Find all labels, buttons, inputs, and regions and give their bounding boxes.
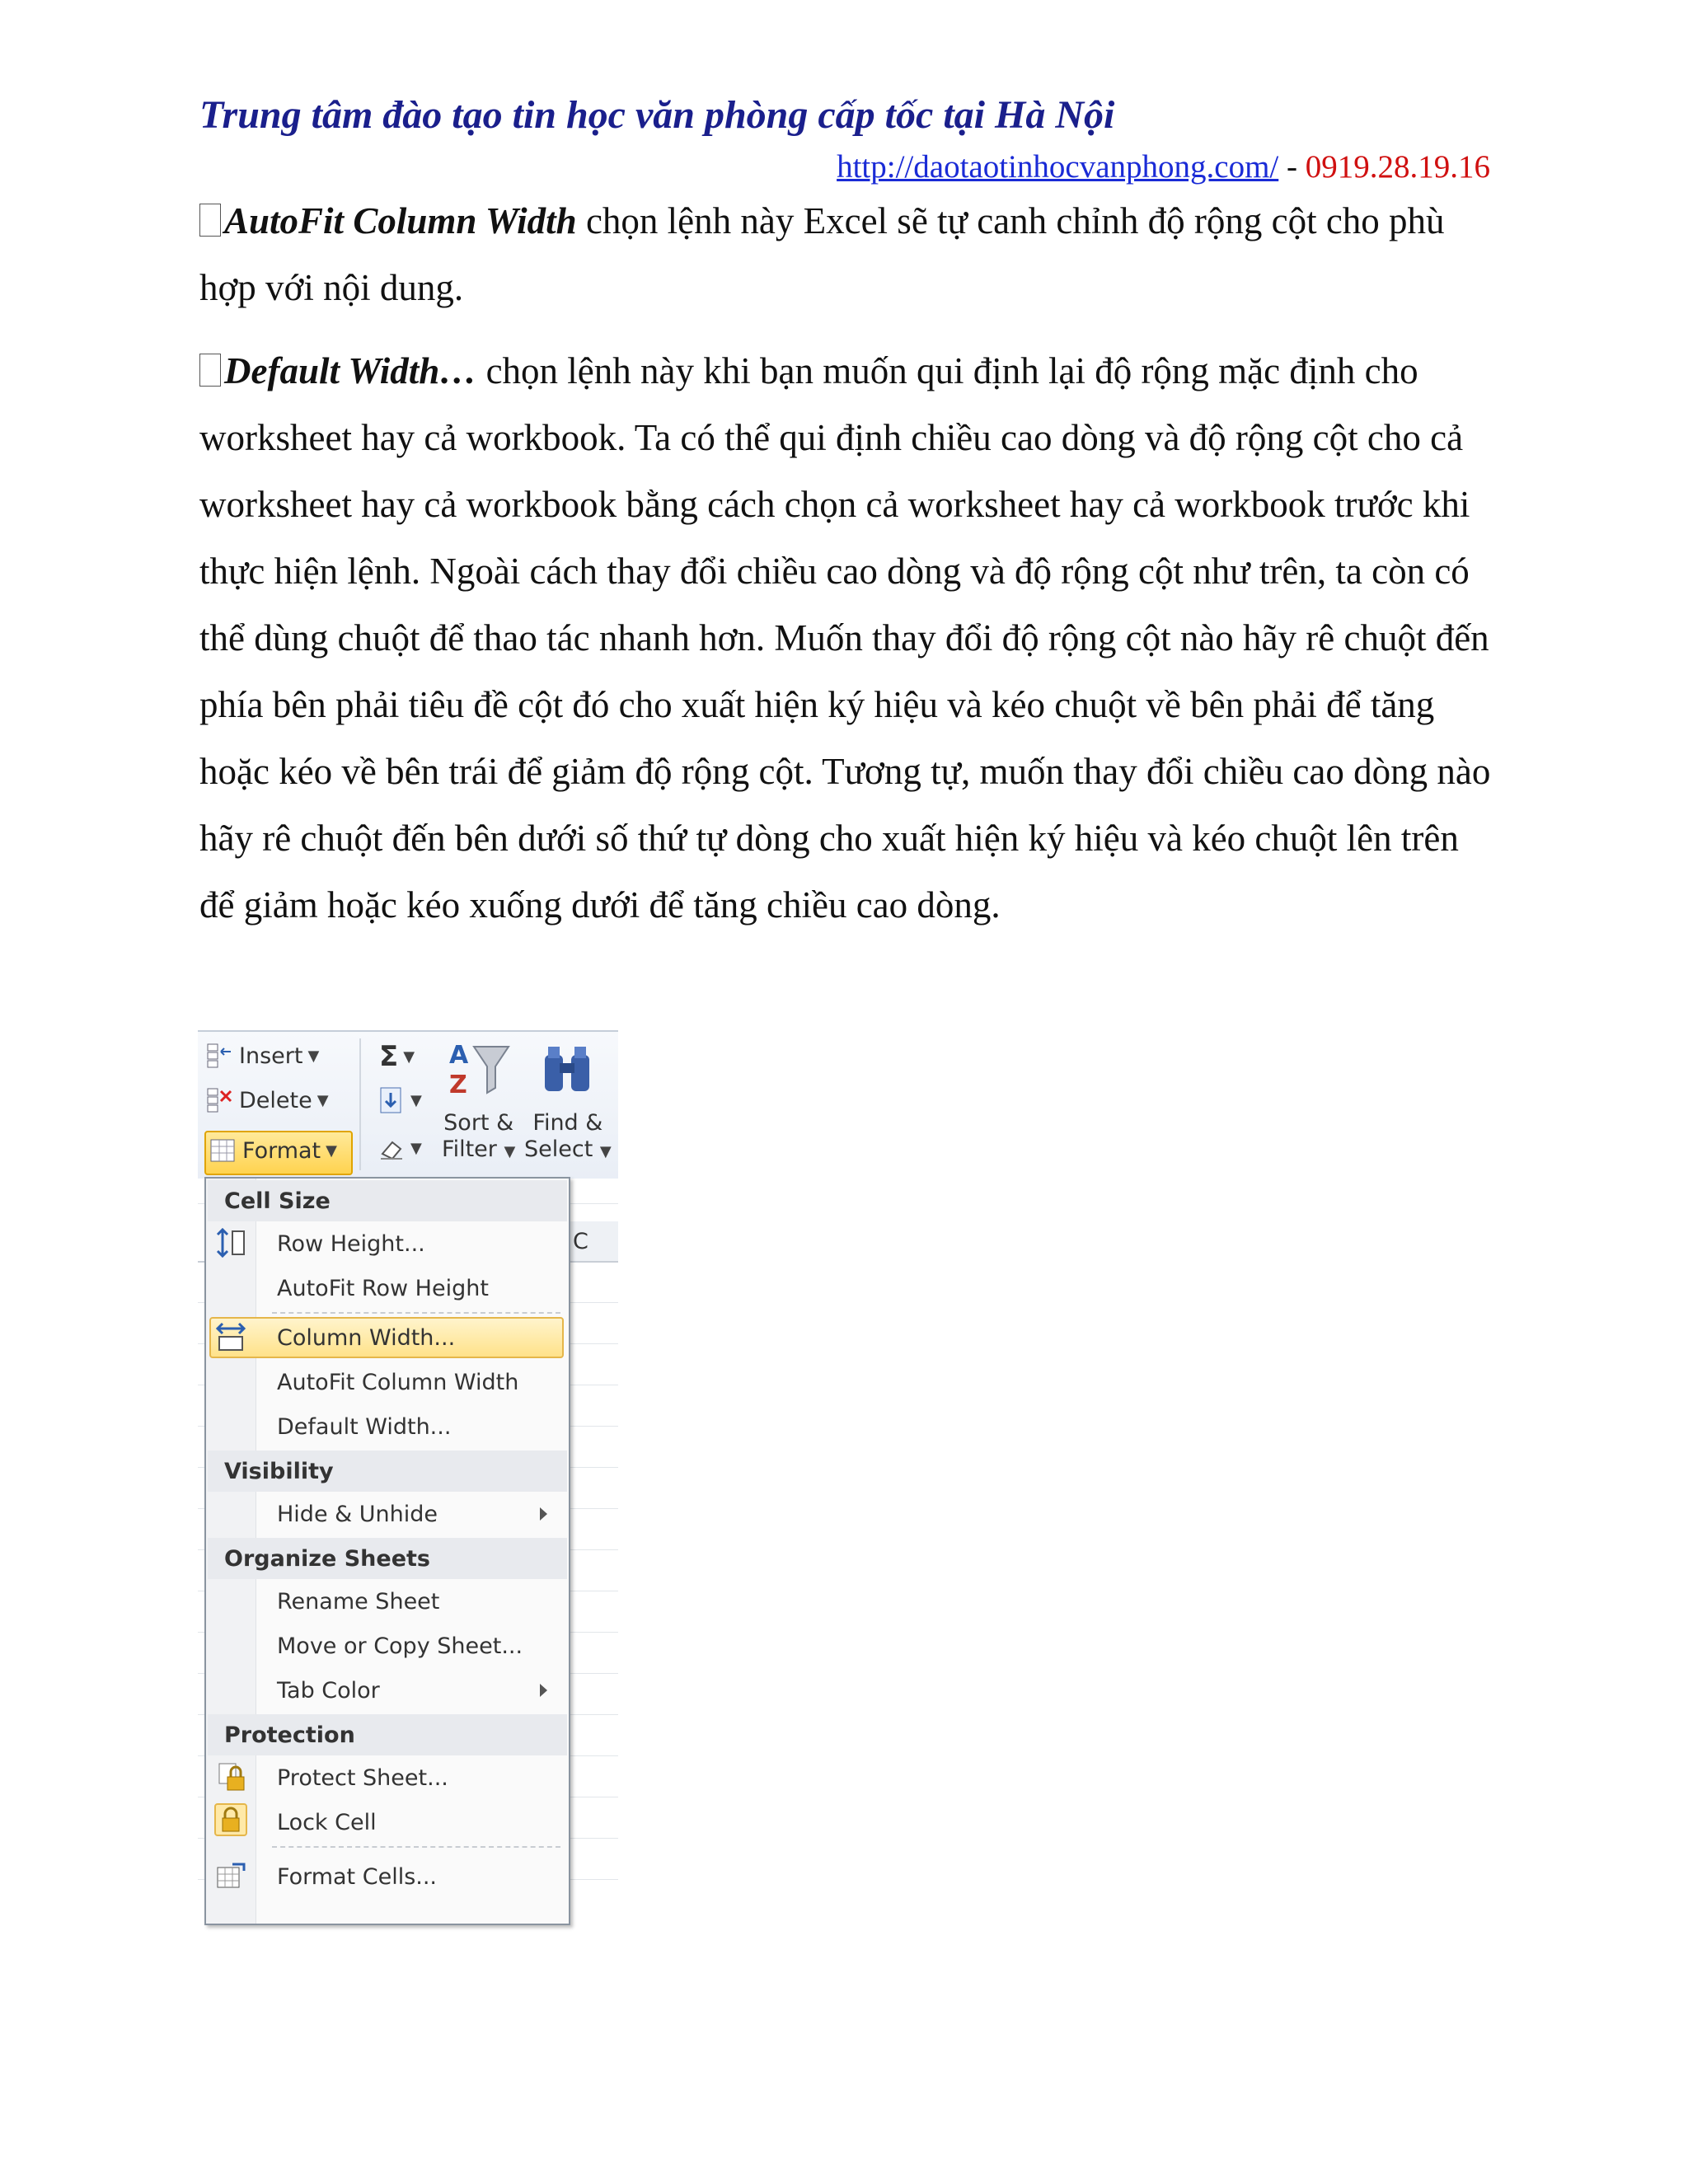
menu-default-width[interactable]: Default Width... <box>277 1413 452 1440</box>
delete-label: Delete <box>239 1087 312 1113</box>
format-label: Format <box>242 1137 321 1164</box>
sort-filter-button[interactable] <box>442 1038 515 1165</box>
paragraph-text: chọn lệnh này khi bạn muốn qui định lại độ rộng mặc định cho worksheet hay cả workbook. Ta có thể qui định chiều cao dòng và độ rộng cột cho cả worksheet hay cả workbook bằng cách chọn cả worksheet hay cả workbook trước khi thực hiện lệnh. Ngoài cách thay đổi chiều cao dòng và độ rộng cột như trên, ta còn có thể dùng chuột để thao tác nhanh hơn. Muốn thay đổi độ rộng cột nào hãy rê chuột đến phía bên phải tiêu đề cột đó cho xuất hiện ký hiệu và kéo chuột về bên phải để tăng hoặc kéo về bên trái để giảm độ rộng cột. Tương tự, muốn thay đổi chiều cao dòng nào hãy rê chuột đến bên dưới số thứ tự dòng cho xuất hiện ký hiệu và kéo chuột lên trên để giảm hoặc kéo xuống dưới để tăng chiều cao dòng. <box>199 350 1491 926</box>
autosum-button[interactable] <box>379 1040 415 1073</box>
paragraph-autofit <box>199 188 1493 321</box>
clear-button[interactable] <box>377 1134 422 1162</box>
section-organize-sheets: Organize Sheets <box>208 1538 567 1579</box>
format-dropdown-menu <box>204 1177 570 1925</box>
section-visibility: Visibility <box>208 1451 567 1492</box>
format-icon <box>209 1137 237 1165</box>
chevron-down-icon: ▼ <box>316 1091 329 1109</box>
chevron-right-icon <box>540 1684 547 1697</box>
lock-icon <box>214 1803 247 1836</box>
menu-autofit-column-width[interactable]: AutoFit Column Width <box>277 1369 519 1395</box>
menu-separator <box>272 1846 560 1848</box>
chevron-right-icon <box>540 1507 547 1521</box>
insert-button[interactable] <box>206 1042 319 1070</box>
page-title: Trung tâm đào tạo tin học văn phòng cấp tốc tại Hà Nội <box>199 93 1115 137</box>
menu-lock-cell[interactable]: Lock Cell <box>277 1809 377 1835</box>
sort-filter-icon <box>446 1038 512 1110</box>
find-select-button[interactable] <box>524 1038 612 1165</box>
section-cell-size: Cell Size <box>208 1180 567 1221</box>
menu-row-height[interactable]: Row Height... <box>277 1230 425 1257</box>
insert-icon <box>206 1042 234 1070</box>
bullet-icon <box>199 204 221 237</box>
chevron-down-icon: ▼ <box>504 1143 516 1160</box>
svg-text:A: A <box>448 1041 468 1070</box>
menu-separator <box>272 1312 560 1314</box>
menu-autofit-row-height[interactable]: AutoFit Row Height <box>277 1275 489 1301</box>
select-label-wrap <box>524 1137 612 1165</box>
excel-screenshot <box>198 1030 618 1924</box>
header-contact <box>837 148 1490 185</box>
chevron-down-icon: ▼ <box>599 1143 612 1160</box>
filter-label: Filter <box>442 1137 497 1162</box>
fill-down-icon <box>377 1086 406 1114</box>
menu-hide-unhide[interactable]: Hide & Unhide <box>277 1501 438 1527</box>
protect-sheet-icon <box>214 1760 247 1793</box>
find-label: Find & <box>532 1110 603 1136</box>
filter-label-wrap <box>442 1137 515 1165</box>
ribbon-cells-editing <box>198 1030 618 1180</box>
website-link[interactable]: http://daotaotinhocvanphong.com/ <box>837 149 1279 185</box>
format-button-content[interactable] <box>209 1137 337 1165</box>
phone-number: 0919.28.19.16 <box>1305 149 1490 185</box>
delete-button[interactable] <box>206 1086 329 1114</box>
menu-rename-sheet[interactable]: Rename Sheet <box>277 1588 440 1615</box>
menu-protect-sheet[interactable]: Protect Sheet... <box>277 1765 448 1791</box>
menu-format-cells[interactable]: Format Cells... <box>277 1863 438 1890</box>
menu-tab-color[interactable]: Tab Color <box>277 1677 380 1704</box>
sort-label: Sort & <box>443 1110 514 1136</box>
chevron-down-icon: ▼ <box>410 1139 422 1157</box>
column-letter: C <box>573 1228 588 1254</box>
chevron-down-icon: ▼ <box>307 1047 320 1065</box>
row-height-icon <box>214 1226 247 1259</box>
delete-icon <box>206 1086 234 1114</box>
insert-label: Insert <box>239 1043 303 1069</box>
chevron-down-icon: ▼ <box>410 1091 422 1109</box>
section-protection: Protection <box>208 1714 567 1755</box>
fill-button[interactable] <box>377 1086 422 1114</box>
group-separator <box>359 1038 361 1170</box>
column-width-icon <box>214 1320 247 1353</box>
sigma-icon: Σ <box>379 1040 399 1073</box>
paragraph-text: chọn lệnh này Excel sẽ tự canh chỉnh độ rộng cột cho phù hợp với nội dung. <box>199 200 1445 308</box>
keyword-autofit: AutoFit Column Width <box>224 200 577 241</box>
bullet-icon <box>199 354 221 387</box>
chevron-down-icon: ▼ <box>326 1141 337 1160</box>
separator: - <box>1278 149 1306 185</box>
keyword-default-width: Default Width… <box>224 350 477 391</box>
paragraph-default-width <box>199 338 1493 939</box>
select-label: Select <box>524 1137 593 1162</box>
binoculars-icon <box>535 1038 601 1110</box>
format-cells-icon <box>214 1859 247 1892</box>
eraser-icon <box>377 1134 406 1162</box>
menu-column-width[interactable]: Column Width... <box>277 1324 456 1351</box>
menu-move-copy-sheet[interactable]: Move or Copy Sheet... <box>277 1633 523 1659</box>
svg-text:Z: Z <box>448 1071 467 1099</box>
chevron-down-icon: ▼ <box>403 1047 415 1066</box>
